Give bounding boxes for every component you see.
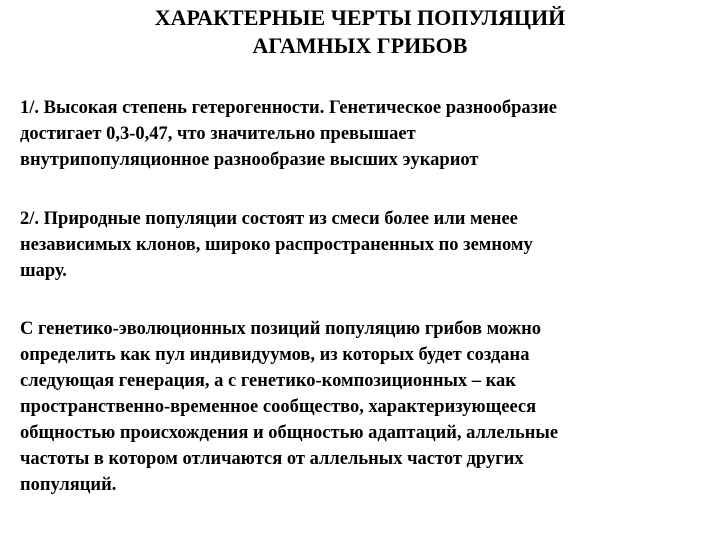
- paragraph-line: внутрипопуляционное разнообразие высших эукариот: [20, 150, 479, 170]
- paragraph-heterogeneity: [20, 95, 710, 173]
- paragraph-line: следующая генерация, а с генетико-композиционных – как: [20, 371, 516, 391]
- title-line-2: АГАМНЫХ ГРИБОВ: [252, 33, 468, 58]
- paragraph-line: частоты в котором отличаются от аллельных частот других: [20, 449, 524, 469]
- paragraph-definition: [20, 316, 710, 498]
- paragraph-line: достигает 0,3-0,47, что значительно превышает: [20, 124, 416, 144]
- paragraph-line: 1/. Высокая степень гетерогенности. Генетическое разнообразие: [20, 98, 557, 118]
- paragraph-line: общностью происхождения и общностью адаптаций, аллельные: [20, 423, 559, 443]
- paragraph-line: С генетико-эволюционных позиций популяцию грибов можно: [20, 319, 542, 339]
- paragraph-line: независимых клонов, широко распространенных по земному: [20, 235, 533, 255]
- title-line-1: ХАРАКТЕРНЫЕ ЧЕРТЫ ПОПУЛЯЦИЙ: [154, 5, 566, 30]
- paragraph-line: определить как пул индивидуумов, из которых будет создана: [20, 345, 530, 365]
- paragraph-line: 2/. Природные популяции состоят из смеси более или менее: [20, 209, 518, 229]
- paragraph-line: популяций.: [20, 475, 117, 495]
- paragraph-line: шару.: [20, 261, 67, 281]
- slide-title: [0, 4, 720, 60]
- paragraph-line: пространственно-временное сообщество, характеризующееся: [20, 397, 537, 417]
- paragraph-clones: [20, 206, 710, 284]
